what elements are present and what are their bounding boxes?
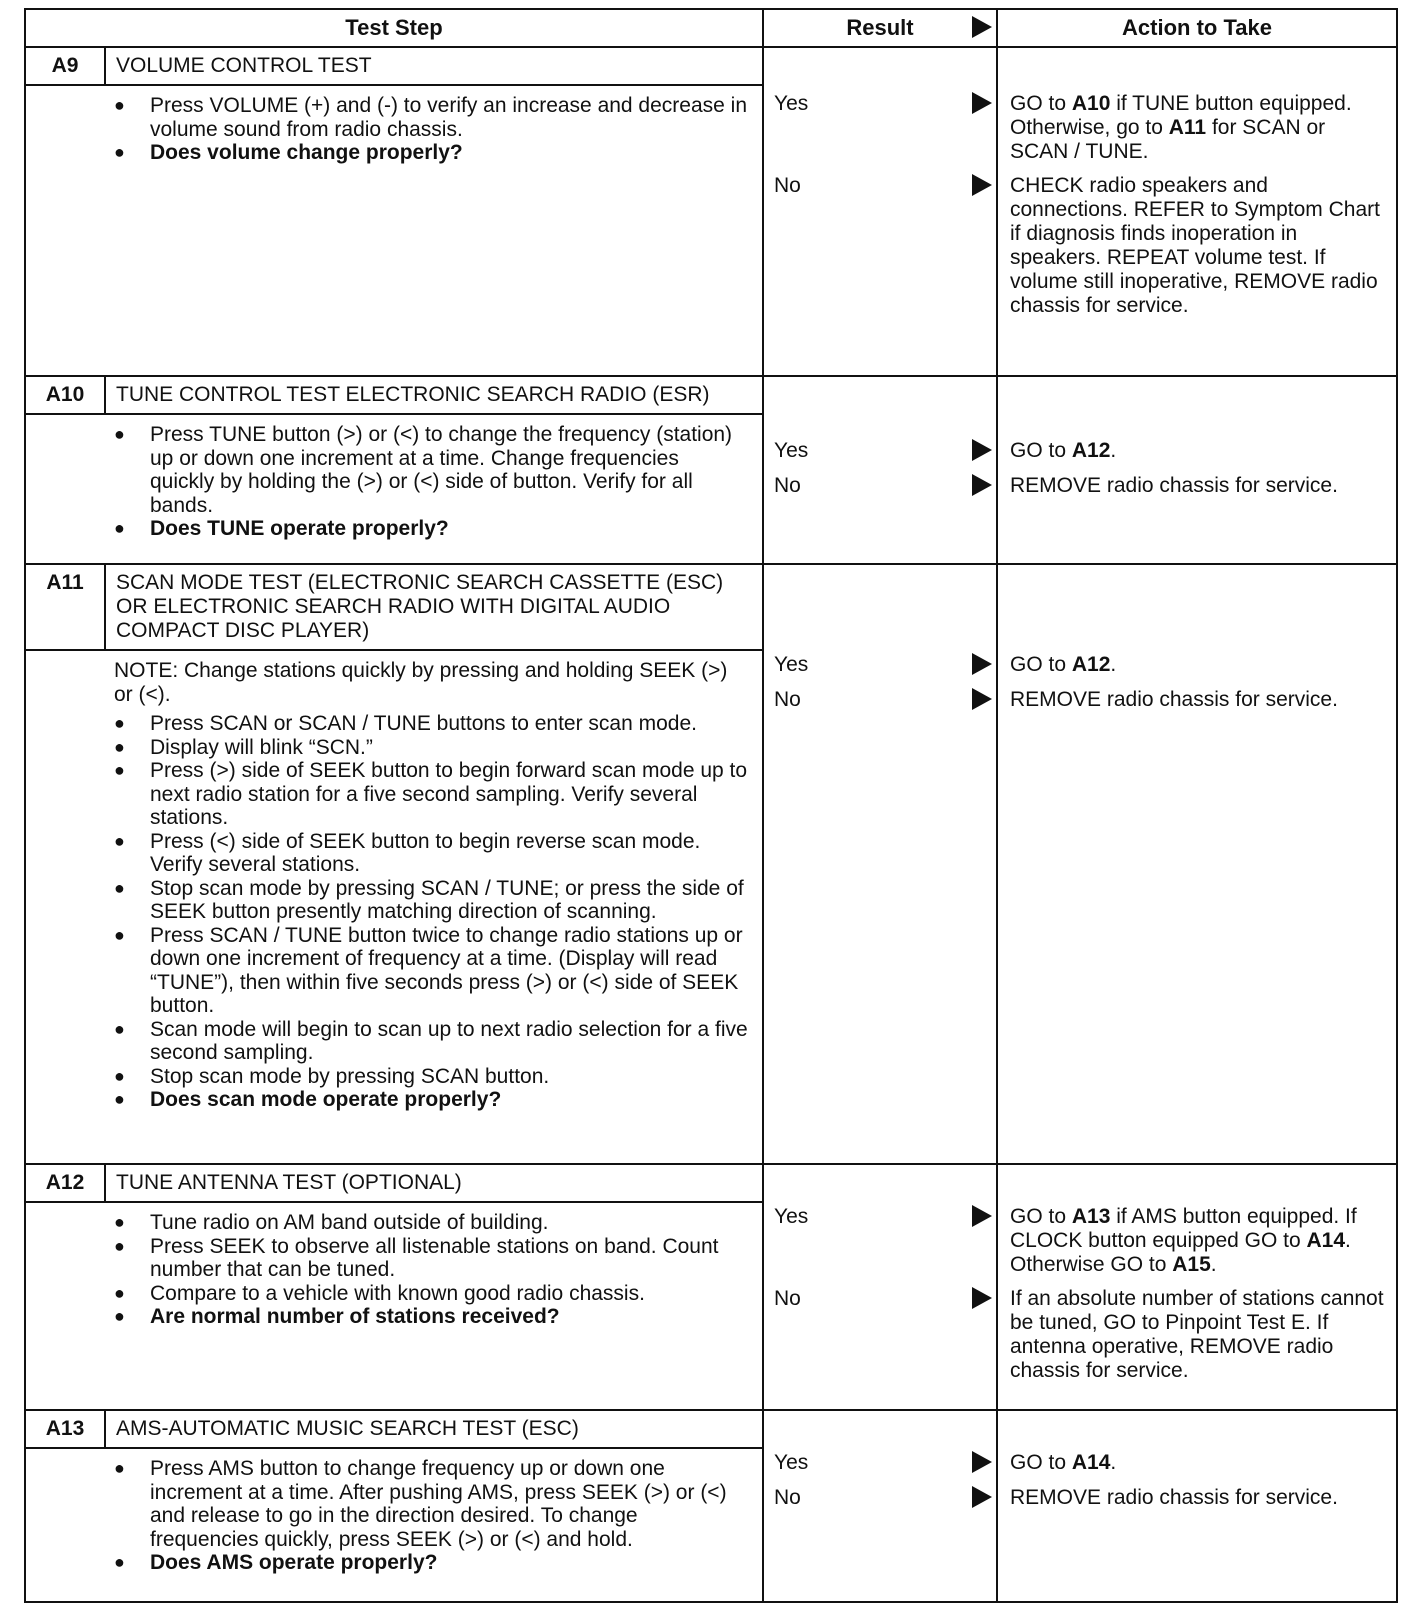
result-yes: [774, 92, 988, 116]
step-item: ● Press VOLUME (+) and (-) to verify an increase and decrease in volume sound from radio chassis.: [114, 94, 748, 141]
step-item: ● Press (<) side of SEEK button to begin reverse scan mode. Verify several stations.: [114, 830, 748, 877]
action-text: .: [1110, 439, 1117, 462]
result-no: [774, 174, 988, 198]
result-no: [774, 474, 988, 498]
arrow-right-icon: [972, 16, 992, 38]
step-id: A10: [26, 377, 106, 413]
step-ref: A13: [1071, 1205, 1111, 1228]
result-yes: [774, 1451, 988, 1475]
step-item: ● Press SCAN / TUNE button twice to change radio stations up or down one increment of frequency at a time. (Display will read “TUNE”), then within five seconds press (>) or (<) side of SEEK button.: [114, 924, 748, 1018]
step-title: TUNE CONTROL TEST ELECTRONIC SEARCH RADIO (ESR): [116, 383, 710, 406]
result-yes-label: Yes: [774, 439, 809, 462]
step-item: ● Stop scan mode by pressing SCAN / TUNE; or press the side of SEEK button presently matching direction of scanning.: [114, 877, 748, 924]
action-text: for SCAN or SCAN / TUNE.: [1010, 116, 1326, 163]
step-title: TUNE ANTENNA TEST (OPTIONAL): [116, 1171, 462, 1194]
action-cell: [996, 377, 1396, 563]
action-text: GO to: [1010, 1451, 1072, 1474]
step-note: NOTE: Change stations quickly by pressing and holding SEEK (>) or (<).: [114, 659, 728, 706]
step-title-bar: [26, 1411, 762, 1449]
test-step-cell: [26, 48, 762, 375]
test-section-a12: [26, 1165, 1396, 1411]
action-cell: [996, 565, 1396, 1163]
step-ref: A12: [1071, 439, 1111, 462]
test-step-cell: [26, 1411, 762, 1601]
step-ref: A14: [1306, 1229, 1346, 1252]
step-title-bar: [26, 377, 762, 415]
header-result: Result: [846, 15, 914, 40]
step-id: A9: [26, 48, 106, 84]
step-title: VOLUME CONTROL TEST: [116, 54, 372, 77]
step-body: [26, 415, 762, 547]
test-section-a10: [26, 377, 1396, 565]
result-no: [774, 1486, 988, 1510]
action-text: if AMS button equipped. If CLOCK button equipped GO to: [1010, 1205, 1357, 1252]
step-ref: A15: [1172, 1253, 1211, 1276]
arrow-right-icon: [972, 653, 992, 675]
step-ref: A11: [1168, 116, 1207, 139]
test-section-a13: [26, 1411, 1396, 1601]
result-no-label: No: [774, 1287, 801, 1310]
step-item: ● Compare to a vehicle with known good radio chassis.: [114, 1282, 748, 1306]
result-cell: [762, 48, 996, 375]
arrow-right-icon: [972, 474, 992, 496]
result-yes-label: Yes: [774, 92, 809, 115]
arrow-right-icon: [972, 688, 992, 710]
header-action: Action to Take: [996, 10, 1396, 46]
test-step-cell: [26, 565, 762, 1163]
action-text: .: [1110, 1451, 1117, 1474]
step-item: ● Scan mode will begin to scan up to next radio selection for a five second sampling.: [114, 1018, 748, 1065]
result-no-label: No: [774, 1486, 801, 1509]
step-question: ● Are normal number of stations received?: [114, 1305, 748, 1329]
header-result-cell: [762, 10, 996, 46]
step-title-bar: [26, 48, 762, 86]
arrow-right-icon: [972, 439, 992, 461]
result-yes-label: Yes: [774, 1451, 809, 1474]
arrow-right-icon: [972, 1205, 992, 1227]
step-item: ● Press AMS button to change frequency up or down one increment at a time. After pushing AMS, press SEEK (>) or (<) and release to go in the direction desired. To change frequencies quickly, press SEEK (>) or (<) and hold.: [114, 1457, 748, 1551]
step-ref: A10: [1071, 92, 1111, 115]
step-id: A13: [26, 1411, 106, 1447]
action-text: . Otherwise GO to: [1010, 1229, 1351, 1276]
arrow-right-icon: [972, 92, 992, 114]
action-yes: [1010, 439, 1388, 463]
step-body: [26, 1203, 762, 1335]
step-question: ● Does scan mode operate properly?: [114, 1088, 748, 1112]
step-item: ● Tune radio on AM band outside of building.: [114, 1211, 748, 1235]
result-no: [774, 688, 988, 712]
step-item: ● Press SEEK to observe all listenable stations on band. Count number that can be tuned.: [114, 1235, 748, 1282]
action-yes: [1010, 92, 1388, 164]
test-step-cell: [26, 1165, 762, 1409]
step-item: ● Press TUNE button (>) or (<) to change the frequency (station) up or down one increment at a time. Change frequencies quickly by holding the (>) or (<) side of button. Verify for all bands.: [114, 423, 748, 517]
action-no: REMOVE radio chassis for service.: [1010, 474, 1338, 497]
step-title-bar: [26, 1165, 762, 1203]
test-section-a9: [26, 48, 1396, 377]
diagnostic-table: [24, 8, 1398, 1603]
result-no-label: No: [774, 688, 801, 711]
step-question: ● Does volume change properly?: [114, 141, 748, 165]
result-cell: [762, 565, 996, 1163]
step-body: [26, 86, 762, 171]
result-yes: [774, 439, 988, 463]
action-no: REMOVE radio chassis for service.: [1010, 1486, 1338, 1509]
result-yes: [774, 1205, 988, 1229]
action-text: GO to: [1010, 439, 1072, 462]
step-ref: A12: [1071, 653, 1111, 676]
action-no: CHECK radio speakers and connections. REFER to Symptom Chart if diagnosis finds inoperation in speakers. REPEAT volume test. If volume still inoperative, REMOVE radio chassis for service.: [1010, 174, 1380, 317]
step-body: [26, 1449, 762, 1581]
action-yes: [1010, 653, 1388, 677]
step-item: ● Stop scan mode by pressing SCAN button.: [114, 1065, 748, 1089]
result-cell: [762, 1411, 996, 1601]
action-text: .: [1110, 653, 1117, 676]
result-yes: [774, 653, 988, 677]
action-cell: [996, 48, 1396, 375]
table-header: [26, 10, 1396, 48]
action-no: If an absolute number of stations cannot be tuned, GO to Pinpoint Test E. If antenna operative, REMOVE radio chassis for service.: [1010, 1287, 1384, 1382]
action-cell: [996, 1411, 1396, 1601]
step-question: ● Does TUNE operate properly?: [114, 517, 748, 541]
arrow-right-icon: [972, 1451, 992, 1473]
action-yes: [1010, 1205, 1388, 1277]
result-no-label: No: [774, 474, 801, 497]
step-title: AMS-AUTOMATIC MUSIC SEARCH TEST (ESC): [116, 1417, 579, 1440]
step-body: [26, 651, 762, 1118]
action-text: GO to: [1010, 1205, 1072, 1228]
step-id: A12: [26, 1165, 106, 1201]
result-cell: [762, 1165, 996, 1409]
step-item: ● Press (>) side of SEEK button to begin forward scan mode up to next radio station for a five second sampling. Verify several stations.: [114, 759, 748, 830]
result-cell: [762, 377, 996, 563]
result-yes-label: Yes: [774, 1205, 809, 1228]
action-text: .: [1210, 1253, 1217, 1276]
action-text: GO to: [1010, 92, 1072, 115]
result-no: [774, 1287, 988, 1311]
action-yes: [1010, 1451, 1388, 1475]
action-text: if TUNE button equipped. Otherwise, go to: [1010, 92, 1352, 139]
header-test-step: Test Step: [345, 15, 443, 40]
step-id: A11: [26, 565, 106, 649]
arrow-right-icon: [972, 174, 992, 196]
step-item: ● Press SCAN or SCAN / TUNE buttons to enter scan mode.: [114, 712, 748, 736]
action-cell: [996, 1165, 1396, 1409]
step-title: SCAN MODE TEST (ELECTRONIC SEARCH CASSETTE (ESC) OR ELECTRONIC SEARCH RADIO WITH DIGITAL AUDIO COMPACT DISC PLAYER): [116, 571, 724, 642]
step-title-bar: [26, 565, 762, 651]
arrow-right-icon: [972, 1287, 992, 1309]
result-yes-label: Yes: [774, 653, 809, 676]
test-step-cell: [26, 377, 762, 563]
action-no: REMOVE radio chassis for service.: [1010, 688, 1338, 711]
step-ref: A14: [1071, 1451, 1111, 1474]
test-section-a11: [26, 565, 1396, 1165]
step-question: ● Does AMS operate properly?: [114, 1551, 748, 1575]
result-no-label: No: [774, 174, 801, 197]
arrow-right-icon: [972, 1486, 992, 1508]
step-item: ● Display will blink “SCN.”: [114, 736, 748, 760]
action-text: GO to: [1010, 653, 1072, 676]
